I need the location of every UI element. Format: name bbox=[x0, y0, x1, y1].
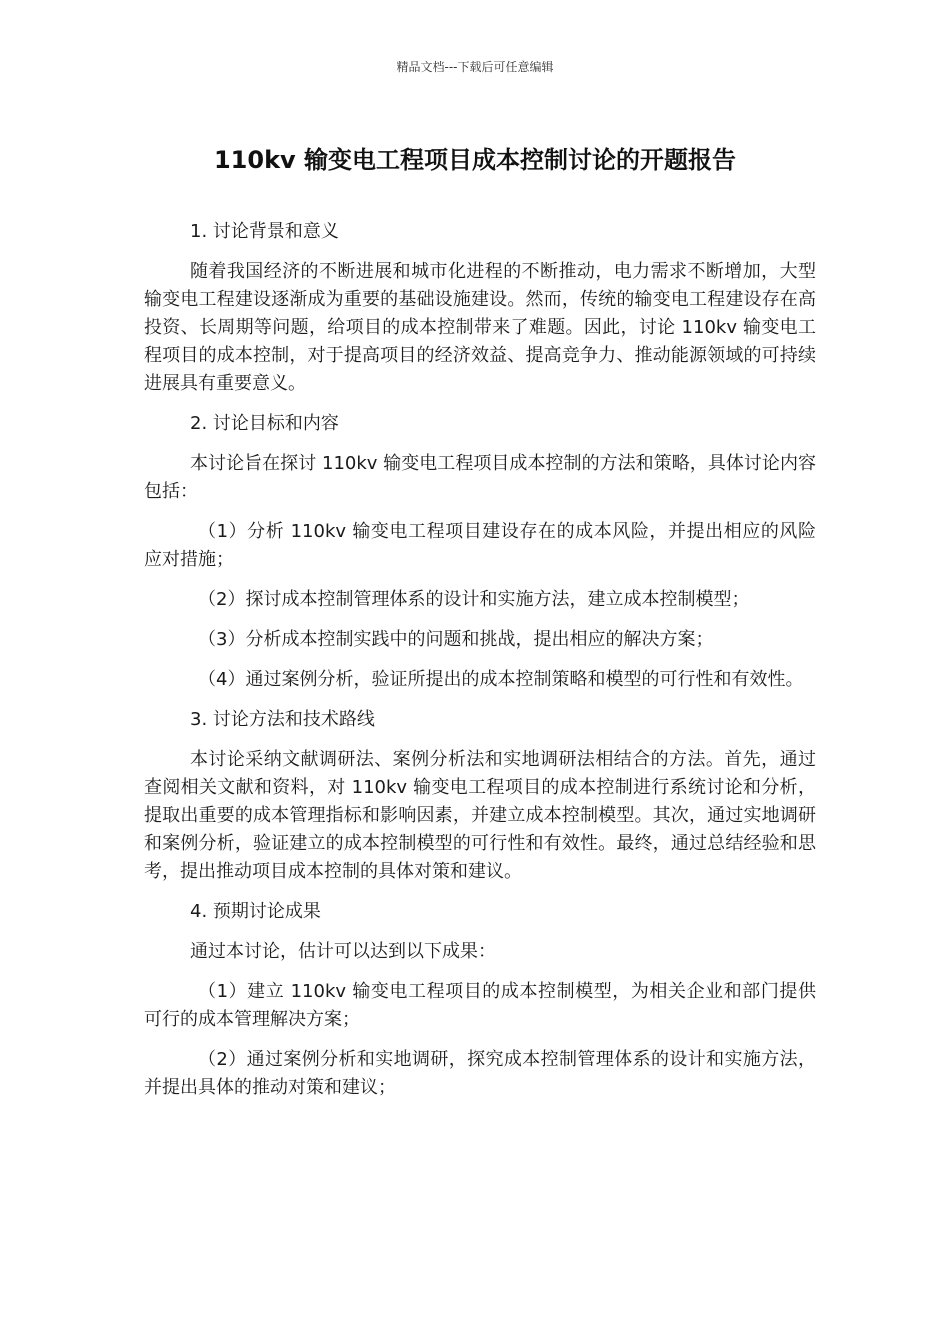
section-paragraph-expected-results: 通过本讨论，估计可以达到以下成果： bbox=[190, 941, 496, 962]
section-heading-methods: 3. 讨论方法和技术路线 bbox=[190, 709, 375, 730]
list-item: （4）通过案例分析，验证所提出的成本控制策略和模型的可行性和有效性。 bbox=[198, 669, 804, 690]
header-note: 精品文档---下载后可任意编辑 bbox=[396, 60, 554, 74]
list-item: （1）建立 110kv 输变电工程项目的成本控制模型，为相关企业和部门提供可行的成本管理解决方案； bbox=[144, 981, 816, 1030]
section-paragraph-background: 随着我国经济的不断进展和城市化进程的不断推动，电力需求不断增加，大型输变电工程建设逐渐成为重要的基础设施建设。然而，传统的输变电工程建设存在高投资、长周期等问题，给项目的成本控制带来了难题。因此，讨论 110kv 输变电工程项目的成本控制，对于提高项目的经济效益、提高竞争力、推动能源领域的可持续进展具有重要意义。 bbox=[144, 261, 816, 394]
list-item: （2）通过案例分析和实地调研，探究成本控制管理体系的设计和实施方法，并提出具体的推动对策和建议； bbox=[144, 1049, 816, 1098]
list-item: （2）探讨成本控制管理体系的设计和实施方法，建立成本控制模型； bbox=[198, 589, 750, 610]
section-heading-expected-results: 4. 预期讨论成果 bbox=[190, 901, 321, 922]
document-body bbox=[144, 218, 816, 1114]
section-paragraph-methods: 本讨论采纳文献调研法、案例分析法和实地调研法相结合的方法。首先，通过查阅相关文献和资料，对 110kv 输变电工程项目的成本控制进行系统讨论和分析，提取出重要的成本管理指标和影响因素，并建立成本控制模型。其次，通过实地调研和案例分析，验证建立的成本控制模型的可行性和有效性。最终，通过总结经验和思考，提出推动项目成本控制的具体对策和建议。 bbox=[144, 749, 816, 882]
section-paragraph-objectives: 本讨论旨在探讨 110kv 输变电工程项目成本控制的方法和策略，具体讨论内容包括： bbox=[144, 453, 816, 502]
section-heading-background: 1. 讨论背景和意义 bbox=[190, 221, 339, 242]
document-title: 110kv 输变电工程项目成本控制讨论的开题报告 bbox=[213, 146, 737, 174]
section-heading-objectives: 2. 讨论目标和内容 bbox=[190, 413, 339, 434]
list-item: （3）分析成本控制实践中的问题和挑战，提出相应的解决方案； bbox=[198, 629, 714, 650]
list-item: （1）分析 110kv 输变电工程项目建设存在的成本风险，并提出相应的风险应对措施； bbox=[144, 521, 816, 570]
